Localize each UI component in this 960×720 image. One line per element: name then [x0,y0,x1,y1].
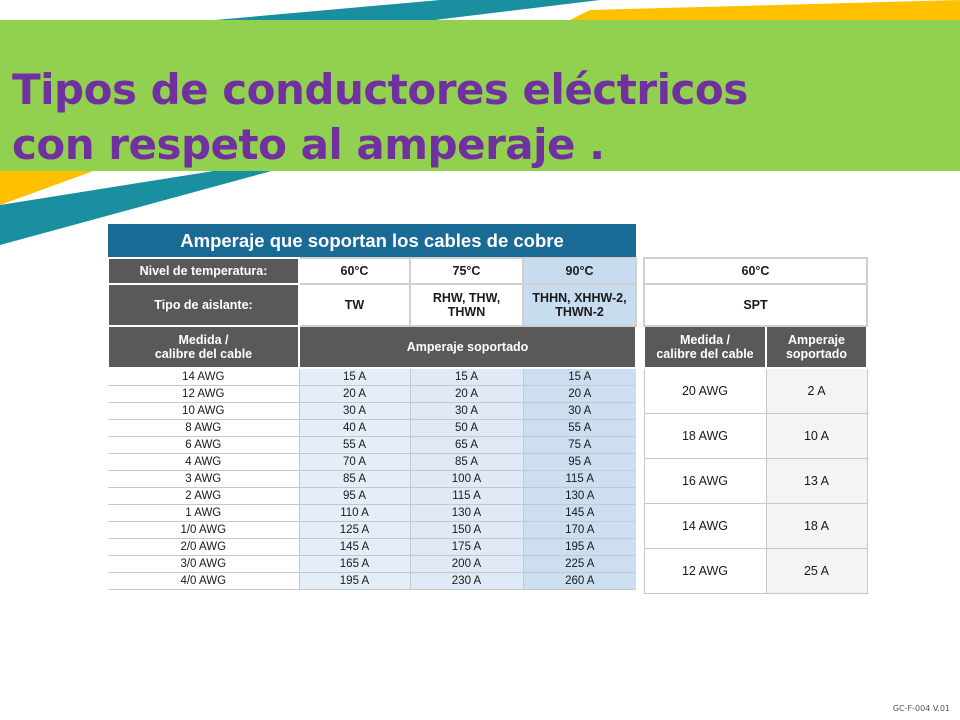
slide-title-line-1: Tipos de conductores eléctricos [12,65,748,114]
cable-size-cell: 1 AWG [108,505,299,522]
table-row [644,549,867,594]
insulation-90-line2: THWN-2 [555,305,604,319]
table-row [108,505,636,522]
spt-size-header [644,326,766,368]
ampacity-75-cell: 85 A [410,454,523,471]
spt-ampacity-cell: 25 A [766,549,867,594]
ampacity-90-cell: 145 A [523,505,636,522]
cable-size-cell: 12 AWG [108,386,299,403]
ampacity-75-cell: 50 A [410,420,523,437]
ampacity-header: Amperaje soportado [299,326,636,368]
spt-cable-size-cell: 20 AWG [644,368,766,414]
ampacity-75-cell: 230 A [410,573,523,590]
spt-ampacity-header-line1: Amperaje [788,333,845,347]
table-row [108,471,636,488]
cable-size-cell: 3 AWG [108,471,299,488]
table-row [108,522,636,539]
ampacity-60-cell: 125 A [299,522,410,539]
spt-cable-size-cell: 18 AWG [644,414,766,459]
ampacity-60-cell: 15 A [299,368,410,386]
spt-size-header-line1: Medida / [679,333,730,347]
insulation-90-line1: THHN, XHHW-2, [532,291,627,305]
ampacity-60-cell: 145 A [299,539,410,556]
ampacity-75-cell: 15 A [410,368,523,386]
table-row [108,488,636,505]
spt-ampacity-header-line2: soportado [785,347,848,361]
table-row [108,368,636,386]
ampacity-90-cell: 30 A [523,403,636,420]
spt-cable-size-cell: 16 AWG [644,459,766,504]
temperature-label: Nivel de temperatura: [108,258,299,284]
ampacity-90-cell: 55 A [523,420,636,437]
cable-size-cell: 4 AWG [108,454,299,471]
table-row [644,504,867,549]
ampacity-60-cell: 110 A [299,505,410,522]
cable-size-cell: 2 AWG [108,488,299,505]
slide-title-line-2: con respeto al amperaje . [12,120,605,169]
temperature-90: 90°C [523,258,636,284]
ampacity-90-cell: 195 A [523,539,636,556]
ampacity-90-cell: 130 A [523,488,636,505]
ampacity-75-cell: 65 A [410,437,523,454]
table-row [108,437,636,454]
cable-size-cell: 6 AWG [108,437,299,454]
ampacity-75-cell: 175 A [410,539,523,556]
cable-size-cell: 8 AWG [108,420,299,437]
size-header [108,326,299,368]
ampacity-90-cell: 115 A [523,471,636,488]
ampacity-75-cell: 115 A [410,488,523,505]
insulation-75 [410,284,523,326]
insulation-60-text: TW [344,298,365,312]
cable-size-cell: 2/0 AWG [108,539,299,556]
spt-cable-size-cell: 14 AWG [644,504,766,549]
ampacity-90-cell: 225 A [523,556,636,573]
ampacity-60-cell: 70 A [299,454,410,471]
temperature-75: 75°C [410,258,523,284]
ampacity-60-cell: 20 A [299,386,410,403]
cable-size-cell: 1/0 AWG [108,522,299,539]
ampacity-60-cell: 40 A [299,420,410,437]
spt-cable-ampacity-table [643,257,868,594]
ampacity-90-cell: 95 A [523,454,636,471]
spt-ampacity-cell: 10 A [766,414,867,459]
spt-insulation: SPT [644,284,867,326]
size-header-line2: calibre del cable [154,347,253,361]
spt-cable-size-cell: 12 AWG [644,549,766,594]
table-row [108,573,636,590]
spt-temperature: 60°C [644,258,867,284]
cable-size-cell: 4/0 AWG [108,573,299,590]
ampacity-75-cell: 150 A [410,522,523,539]
table-row [644,414,867,459]
ampacity-90-cell: 75 A [523,437,636,454]
size-header-line1: Medida / [178,333,229,347]
insulation-75-line2: THWN [447,305,486,319]
ampacity-60-cell: 95 A [299,488,410,505]
temperature-60: 60°C [299,258,410,284]
table-row [108,386,636,403]
ampacity-60-cell: 55 A [299,437,410,454]
cable-size-cell: 3/0 AWG [108,556,299,573]
table-row [108,403,636,420]
ampacity-75-cell: 100 A [410,471,523,488]
spt-size-header-line2: calibre del cable [656,347,754,361]
spt-ampacity-cell: 13 A [766,459,867,504]
ampacity-90-cell: 20 A [523,386,636,403]
table-row [108,556,636,573]
ampacity-90-cell: 15 A [523,368,636,386]
cable-size-cell: 10 AWG [108,403,299,420]
ampacity-75-cell: 130 A [410,505,523,522]
table-row [108,454,636,471]
spt-ampacity-cell: 2 A [766,368,867,414]
slide-title [12,62,942,172]
ampacity-60-cell: 165 A [299,556,410,573]
ampacity-90-cell: 260 A [523,573,636,590]
ampacity-60-cell: 85 A [299,471,410,488]
table-banner: Amperaje que soportan los cables de cobre [108,224,636,258]
table-row [644,368,867,414]
table-row [644,459,867,504]
insulation-60 [299,284,410,326]
cable-size-cell: 14 AWG [108,368,299,386]
table-row [108,539,636,556]
ampacity-75-cell: 30 A [410,403,523,420]
table-row [108,420,636,437]
spt-ampacity-header [766,326,867,368]
ampacity-60-cell: 195 A [299,573,410,590]
ampacity-90-cell: 170 A [523,522,636,539]
ampacity-60-cell: 30 A [299,403,410,420]
insulation-75-line1: RHW, THW, [432,291,501,305]
insulation-90 [523,284,636,326]
copper-cable-ampacity-table [107,224,637,590]
spt-ampacity-cell: 18 A [766,504,867,549]
ampacity-75-cell: 200 A [410,556,523,573]
insulation-label: Tipo de aislante: [108,284,299,326]
document-code: GC-F-004 V.01 [892,704,950,713]
ampacity-75-cell: 20 A [410,386,523,403]
